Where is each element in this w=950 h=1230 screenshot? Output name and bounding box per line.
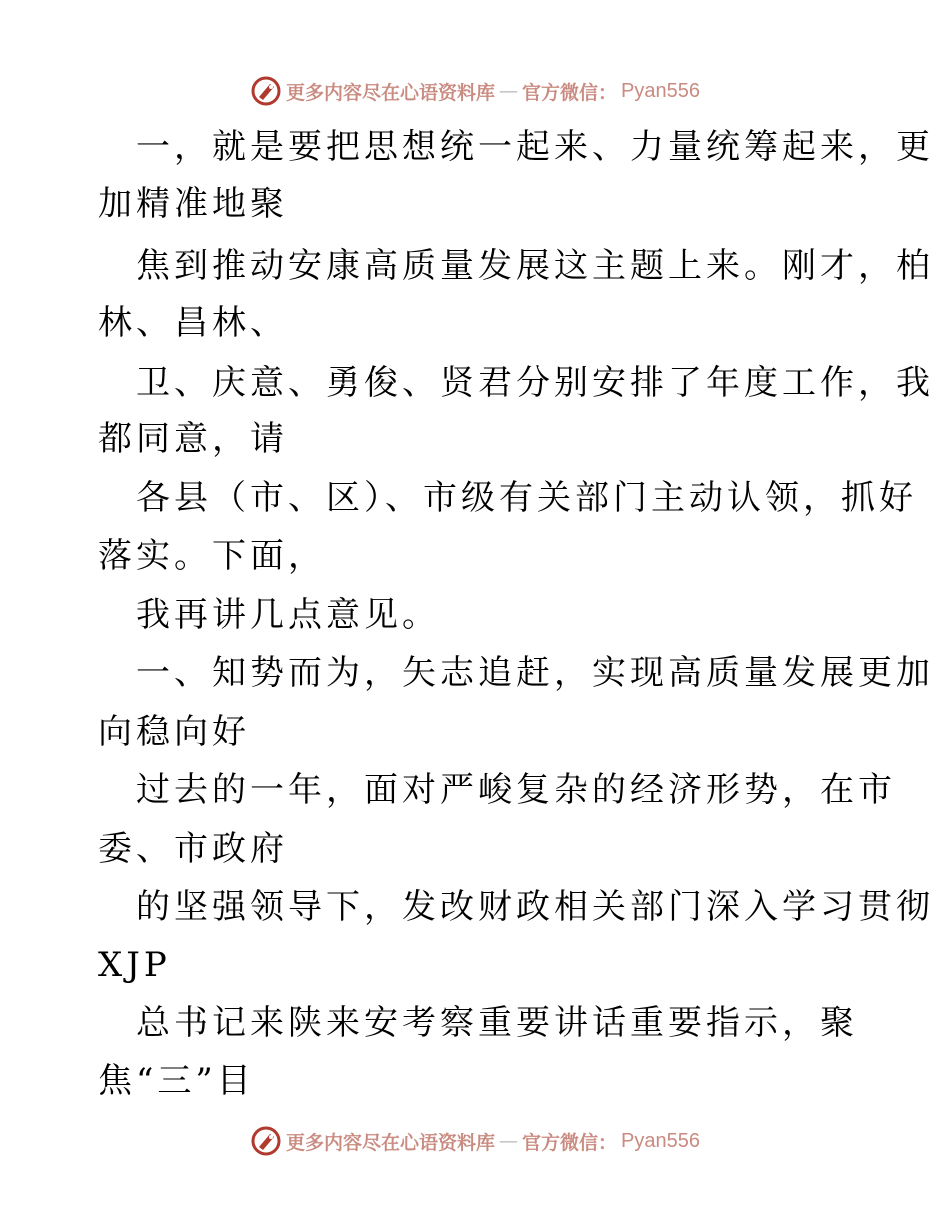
watermark-handle: Pyan556 [621,1129,700,1152]
pen-nib-logo-icon [250,1125,282,1157]
text-line: 一，就是要把思想统一起来、力量统筹起来，更 [136,127,934,167]
text-line: 过去的一年，面对严峻复杂的经济形势，在市 [136,770,896,810]
text-line: 卫、庆意、勇俊、贤君分别安排了年度工作，我 [136,363,934,403]
watermark-separator: — [499,80,519,102]
watermark-label: 官方微信： [522,81,618,104]
text-line: XJP [98,945,171,985]
watermark-site-text: 更多内容尽在心语资料库 [286,1131,496,1154]
text-line: 我再讲几点意见。 [136,595,440,635]
text-line: 加精准地聚 [98,184,288,224]
footer-watermark [0,1121,950,1161]
text-line: 各县（市、区）、市级有关部门主动认领，抓好 [136,478,917,518]
text-line: 焦“三”目 [98,1061,255,1101]
text-line: 焦到推动安康高质量发展这主题上来。刚才，柏 [136,246,934,286]
text-line: 向稳向好 [98,712,250,752]
text-line: 委、市政府 [98,829,288,869]
text-line: 林、昌林、 [98,303,288,343]
text-line: 一、知势而为，矢志追赶，实现高质量发展更加 [136,653,934,693]
watermark-label: 官方微信： [522,1131,618,1154]
text-line: 的坚强领导下，发改财政相关部门深入学习贯彻 [136,887,934,927]
text-line: 都同意，请 [98,419,288,459]
text-line: 总书记来陕来安考察重要讲话重要指示，聚 [136,1003,858,1043]
watermark-site-text: 更多内容尽在心语资料库 [286,81,496,104]
text-line: 落实。下面， [98,536,326,576]
watermark-separator: — [499,1130,519,1152]
watermark-handle: Pyan556 [621,79,700,102]
